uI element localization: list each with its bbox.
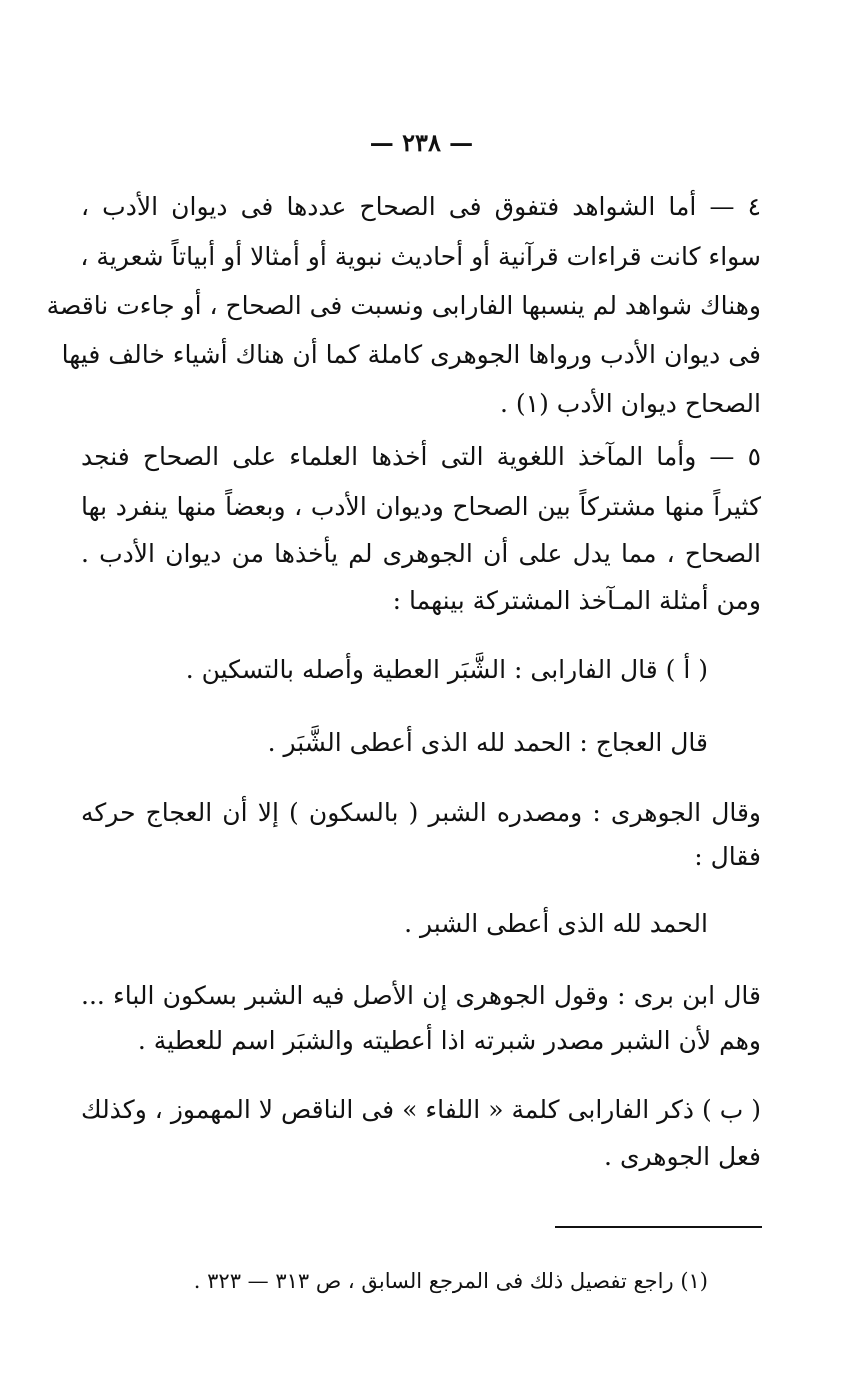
paragraph-4-line-1: ٤ — أما الشواهد فتفوق فى الصحاح عددها فى ديوان الأدب ، — [81, 192, 761, 221]
example-a-line: ( أ ) قال الفارابى : الشَّبَر العطية وأصله بالتسكين . — [185, 655, 708, 684]
paragraph-4-line-5: الصحاح ديوان الأدب (١) . — [499, 389, 761, 418]
paragraph-5-line-3: الصحاح ، مما يدل على أن الجوهرى لم يأخذها من ديوان الأدب . — [81, 539, 761, 568]
paragraph-4-line-4: فى ديوان الأدب ورواها الجوهرى كاملة كما أن هناك أشياء خالف فيها — [61, 340, 761, 369]
ajjaj-quote-line: قال العجاج : الحمد لله الذى أعطى الشَّبَر . — [267, 728, 708, 757]
jawhari-line-2: فقال : — [694, 842, 761, 871]
page-number: — ٢٣٨ — — [369, 128, 474, 157]
example-b-line-1: ( ب ) ذكر الفارابى كلمة « اللفاء » فى الناقص لا المهموز ، وكذلك — [81, 1095, 761, 1124]
ibn-barri-line-1: قال ابن برى : وقول الجوهرى إن الأصل فيه الشبر بسكون الباء ... — [81, 981, 761, 1010]
paragraph-4-line-3: وهناك شواهد لم ينسبها الفارابى ونسبت فى الصحاح ، أو جاءت ناقصة — [46, 291, 761, 320]
paragraph-4-line-2: سواء كانت قراءات قرآنية أو أحاديث نبوية أو أمثالا أو أبياتاً شعرية ، — [80, 242, 761, 271]
paragraph-5-line-2: كثيراً منها مشتركاً بين الصحاح وديوان الأدب ، وبعضاً منها ينفرد بها — [81, 492, 761, 521]
example-b-line-2: فعل الجوهرى . — [604, 1142, 761, 1171]
footnote-separator — [555, 1226, 762, 1228]
ibn-barri-line-2: وهم لأن الشبر مصدر شبرته اذا أعطيته والشبَر اسم للعطية . — [137, 1026, 761, 1055]
footnote-1: (١) راجع تفصيل ذلك فى المرجع السابق ، ص ٣١٣ — ٣٢٣ . — [193, 1269, 708, 1293]
verse-line: الحمد لله الذى أعطى الشبر . — [404, 909, 708, 938]
paragraph-5-line-4: ومن أمثلة المـآخذ المشتركة بينهما : — [392, 586, 761, 615]
paragraph-5-line-1: ٥ — وأما المآخذ اللغوية التى أخذها العلماء على الصحاح فنجد — [81, 442, 761, 471]
jawhari-line-1: وقال الجوهرى : ومصدره الشبر ( بالسكون ) إلا أن العجاج حركه — [81, 798, 761, 827]
